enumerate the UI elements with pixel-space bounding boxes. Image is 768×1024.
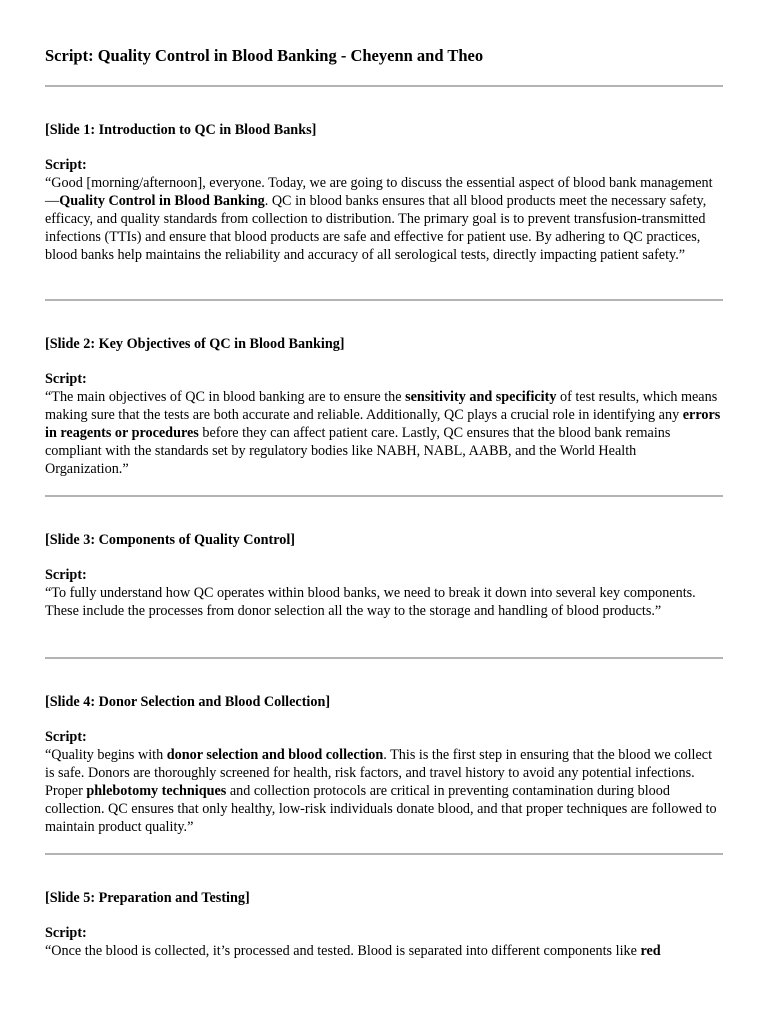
script-label: Script:: [45, 925, 87, 941]
slide-3-heading: [Slide 3: Components of Quality Control]: [45, 532, 295, 548]
text-run: “Once the blood is collected, it’s processed and tested. Blood is separated into different components like: [45, 943, 641, 959]
slide-4-script-text: [45, 746, 723, 836]
text-run: “The main objectives of QC in blood banking are to ensure the: [45, 389, 406, 405]
text-run: and collection protocols are critical in preventing contamination during blood collection. QC ensures that only healthy, low-risk individuals donate blood, and that proper techniques are followed to maintain product quality.”: [45, 783, 717, 835]
text-run: “To fully understand how QC operates within blood banks, we need to break it down into several key components. These include the processes from donor selection all the way to the storage and handling of blood products.”: [45, 585, 696, 619]
slide-5-section: [45, 889, 723, 960]
slide-4-section: [45, 693, 723, 836]
text-run: . This is the first step in ensuring that the blood we collect is safe. Donors are thoroughly screened for health, risk factors, and travel history to avoid any potential infections. Proper: [45, 747, 713, 799]
text-run: of test results, which means making sure that the tests are both accurate and reliable. Additionally, QC plays a crucial role in identifying any: [45, 389, 718, 423]
bold-phrase: donor selection and blood collection: [166, 747, 384, 763]
slide-1-heading: [Slide 1: Introduction to QC in Blood Banks]: [45, 122, 317, 138]
script-label: Script:: [45, 157, 87, 173]
slide-2-section: [45, 335, 723, 478]
slide-3-section: [45, 531, 723, 620]
slide-3-script-text: [45, 584, 723, 620]
slide-1-section: [45, 121, 723, 264]
divider: [45, 85, 723, 87]
bold-phrase: red: [640, 943, 661, 959]
script-label: Script:: [45, 729, 87, 745]
text-run: “Good [morning/afternoon], everyone. Today, we are going to discuss the essential aspect of blood bank management—: [45, 175, 713, 209]
slide-1-script-text: [45, 174, 723, 264]
text-run: . QC in blood banks ensures that all blood products meet the necessary safety, efficacy, and quality standards from collection to distribution. The primary goal is to prevent transfusion-transmitted infections (TTIs) and ensure that blood products are safe and effective for patient use. By adhering to QC practices, blood banks help maintains the reliability and accuracy of all serological tests, directly impacting patient safety.”: [45, 193, 707, 263]
divider: [45, 853, 723, 855]
slide-2-heading: [Slide 2: Key Objectives of QC in Blood Banking]: [45, 336, 345, 352]
slide-5-heading: [Slide 5: Preparation and Testing]: [45, 890, 250, 906]
text-run: before they can affect patient care. Lastly, QC ensures that the blood bank remains compliant with the standards set by regulatory bodies like NABH, NABL, AABB, and the World Health Organization.”: [45, 425, 671, 477]
bold-phrase: Quality Control in Blood Banking: [59, 193, 265, 209]
divider: [45, 495, 723, 497]
document-title: Script: Quality Control in Blood Banking - Cheyenn and Theo: [45, 46, 484, 65]
divider: [45, 657, 723, 659]
text-run: “Quality begins with: [45, 747, 167, 763]
slide-2-script-text: [45, 388, 723, 478]
divider: [45, 299, 723, 301]
slide-5-script-text: [45, 942, 723, 960]
bold-phrase: errors in reagents or procedures: [45, 407, 721, 441]
bold-phrase: phlebotomy techniques: [86, 783, 227, 799]
bold-phrase: sensitivity and specificity: [405, 389, 557, 405]
script-label: Script:: [45, 567, 87, 583]
slide-4-heading: [Slide 4: Donor Selection and Blood Collection]: [45, 694, 331, 710]
script-label: Script:: [45, 371, 87, 387]
